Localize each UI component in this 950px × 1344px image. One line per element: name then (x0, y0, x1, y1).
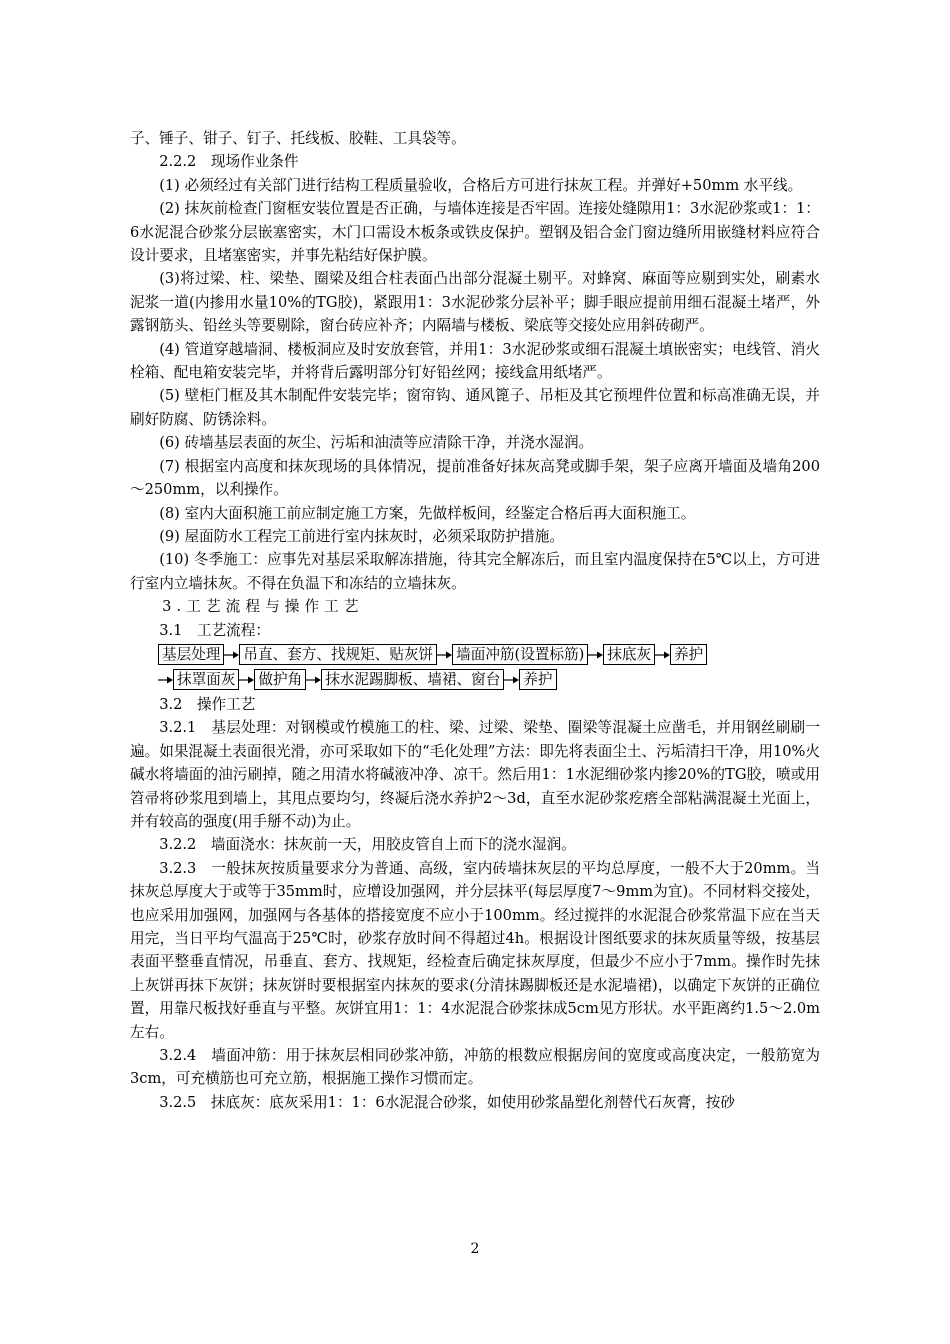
subsection-heading: 3.1 工艺流程： (159, 621, 270, 639)
document-body (130, 127, 820, 1114)
paragraph: (2) 抹灰前检查门窗框安装位置是否正确，与墙体连接是否牢固。连接处缝隙用1：3水泥砂浆或1：1：6水泥混合砂浆分层嵌塞密实，木门口需设木板条或铁皮保护。塑钢及铝合金门窗边缝所用嵌缝材料应符合设计要求，且堵塞密实，并事先粘结好保护膜。 (130, 200, 820, 265)
paragraph: (9) 屋面防水工程完工前进行室内抹灰时，必须采取防护措施。 (159, 527, 564, 545)
paragraph: (6) 砖墙基层表面的灰尘、污垢和油渍等应清除干净，并浇水湿润。 (159, 434, 594, 452)
subsection-heading: 2.2.2 现场作业条件 (159, 153, 299, 171)
flow-step: 墙面冲筋(设置标筋) (452, 644, 588, 665)
arrow-right-icon (504, 674, 519, 686)
section-heading: 3.工艺流程与操作工艺 (162, 598, 364, 616)
paragraph: (7) 根据室内高度和抹灰现场的具体情况，提前准备好抹灰高凳或脚手架，架子应离开墙面及墙角200～250mm，以利操作。 (130, 457, 820, 499)
paragraph: 3.2.1 基层处理：对钢模或竹模施工的柱、梁、过梁、梁垫、圈梁等混凝土应凿毛，并用钢丝刷刷一遍。如果混凝土表面很光滑，亦可采取如下的“毛化处理”方法：即先将表面尘土、污垢清扫干净，用10%火碱水将墙面的油污刷掉，随之用清水将碱液冲净、凉干。然后用1：1水泥细砂浆内掺20%的TG胶，喷或用笤帚将砂浆甩到墙上，其甩点要均匀，终凝后浇水养护2～3d，直至水泥砂浆疙瘩全部粘满混凝土光面上，并有较高的强度(用手掰不动)为止。 (130, 719, 820, 830)
process-flow-row-2 (158, 668, 820, 692)
flow-step: 抹底灰 (603, 644, 655, 665)
paragraph: (3)将过梁、柱、梁垫、圈梁及组合柱表面凸出部分混凝土剔平。对蜂窝、麻面等应剔到实处，刷素水泥浆一道(内掺用水量10%的TG胶)，紧跟用1：3水泥砂浆分层补平；脚手眼应提前用细石混凝土堵严，外露钢筋头、铅丝头等要剔除，窗台砖应补齐；内隔墙与楼板、梁底等交接处应用斜砖砌严。 (130, 270, 820, 335)
flow-step: 抹水泥踢脚板、墙裙、窗台 (321, 669, 504, 690)
arrow-right-icon (655, 649, 670, 661)
paragraph: 3.2.4 墙面冲筋：用于抹灰层相同砂浆冲筋，冲筋的根数应根据房间的宽度或高度决定，一般筋宽为3cm，可充横筋也可充立筋，根据施工操作习惯而定。 (130, 1047, 820, 1088)
arrow-right-icon (437, 649, 452, 661)
flow-step: 做护角 (254, 669, 306, 690)
arrow-right-icon (224, 649, 239, 661)
flow-step: 养护 (670, 644, 707, 665)
arrow-right-icon (588, 649, 603, 661)
flow-step: 养护 (519, 669, 556, 690)
paragraph: 3.2.2 墙面浇水：抹灰前一天，用胶皮管自上而下的浇水湿润。 (159, 836, 576, 854)
paragraph: (4) 管道穿越墙洞、楼板洞应及时安放套管，并用1：3水泥砂浆或细石混凝土填嵌密实；电线管、消火栓箱、配电箱安装完毕，并将背后露明部分钉好铅丝网；接线盒用纸堵严。 (130, 340, 820, 382)
paragraph: (8) 室内大面积施工前应制定施工方案，先做样板间，经鉴定合格后再大面积施工。 (159, 504, 696, 522)
paragraph: (1) 必须经过有关部门进行结构工程质量验收，合格后方可进行抹灰工程。并弹好+50mm 水平线。 (159, 176, 803, 194)
paragraph: (10) 冬季施工：应事先对基层采取解冻措施，待其完全解冻后，而且室内温度保持在5℃以上，方可进行室内立墙抹灰。不得在负温下和冻结的立墙抹灰。 (130, 551, 820, 592)
paragraph: 子、锤子、钳子、钉子、托线板、胶鞋、工具袋等。 (130, 130, 466, 147)
page-number: 2 (470, 1241, 480, 1257)
paragraph: (5) 壁柜门框及其木制配件安装完毕；窗帘钩、通风篦子、吊柜及其它预埋件位置和标高准确无误，并刷好防腐、防锈涂料。 (130, 387, 820, 428)
flow-step: 吊直、套方、找规矩、贴灰饼 (239, 644, 437, 665)
paragraph: 3.2.3 一般抹灰按质量要求分为普通、高级，室内砖墙抹灰层的平均总厚度，一般不大于20mm。当抹灰总厚度大于或等于35mm时，应增设加强网，并分层抹平(每层厚度7～9mm为宜)。不同材料交接处，也应采用加强网，加强网与各基体的搭接宽度不应小于100mm。经过搅拌的水泥混合砂浆常温下应在当天用完，当日平均气温高于25℃时，砂浆存放时间不得超过4h。根据设计图纸要求的抹灰质量等级，按基层表面平整垂直情况，吊垂直、套方、找规矩，经检查后确定抹灰厚度，但最少不应小于7mm。操作时先抹上灰饼再抹下灰饼；抹灰饼时要根据室内抹灰的要求(分清抹踢脚板还是水泥墙裙)，以确定下灰饼的正确位置，用靠尺板找好垂直与平整。灰饼宜用1：1：4水泥混合砂浆抹成5cm见方形状。水平距离约1.5～2.0m 左右。 (130, 859, 820, 1041)
process-flow-row-1 (158, 643, 820, 667)
subsection-heading: 3.2 操作工艺 (159, 695, 256, 713)
paragraph: 3.2.5 抹底灰：底灰采用1：1：6水泥混合砂浆，如使用砂浆晶塑化剂替代石灰膏，按砂 (159, 1093, 735, 1111)
arrow-right-icon (306, 674, 321, 686)
flow-step: 抹罩面灰 (173, 669, 239, 690)
arrow-right-icon (239, 674, 254, 686)
arrow-right-icon (158, 674, 173, 686)
flow-step: 基层处理 (158, 644, 224, 665)
